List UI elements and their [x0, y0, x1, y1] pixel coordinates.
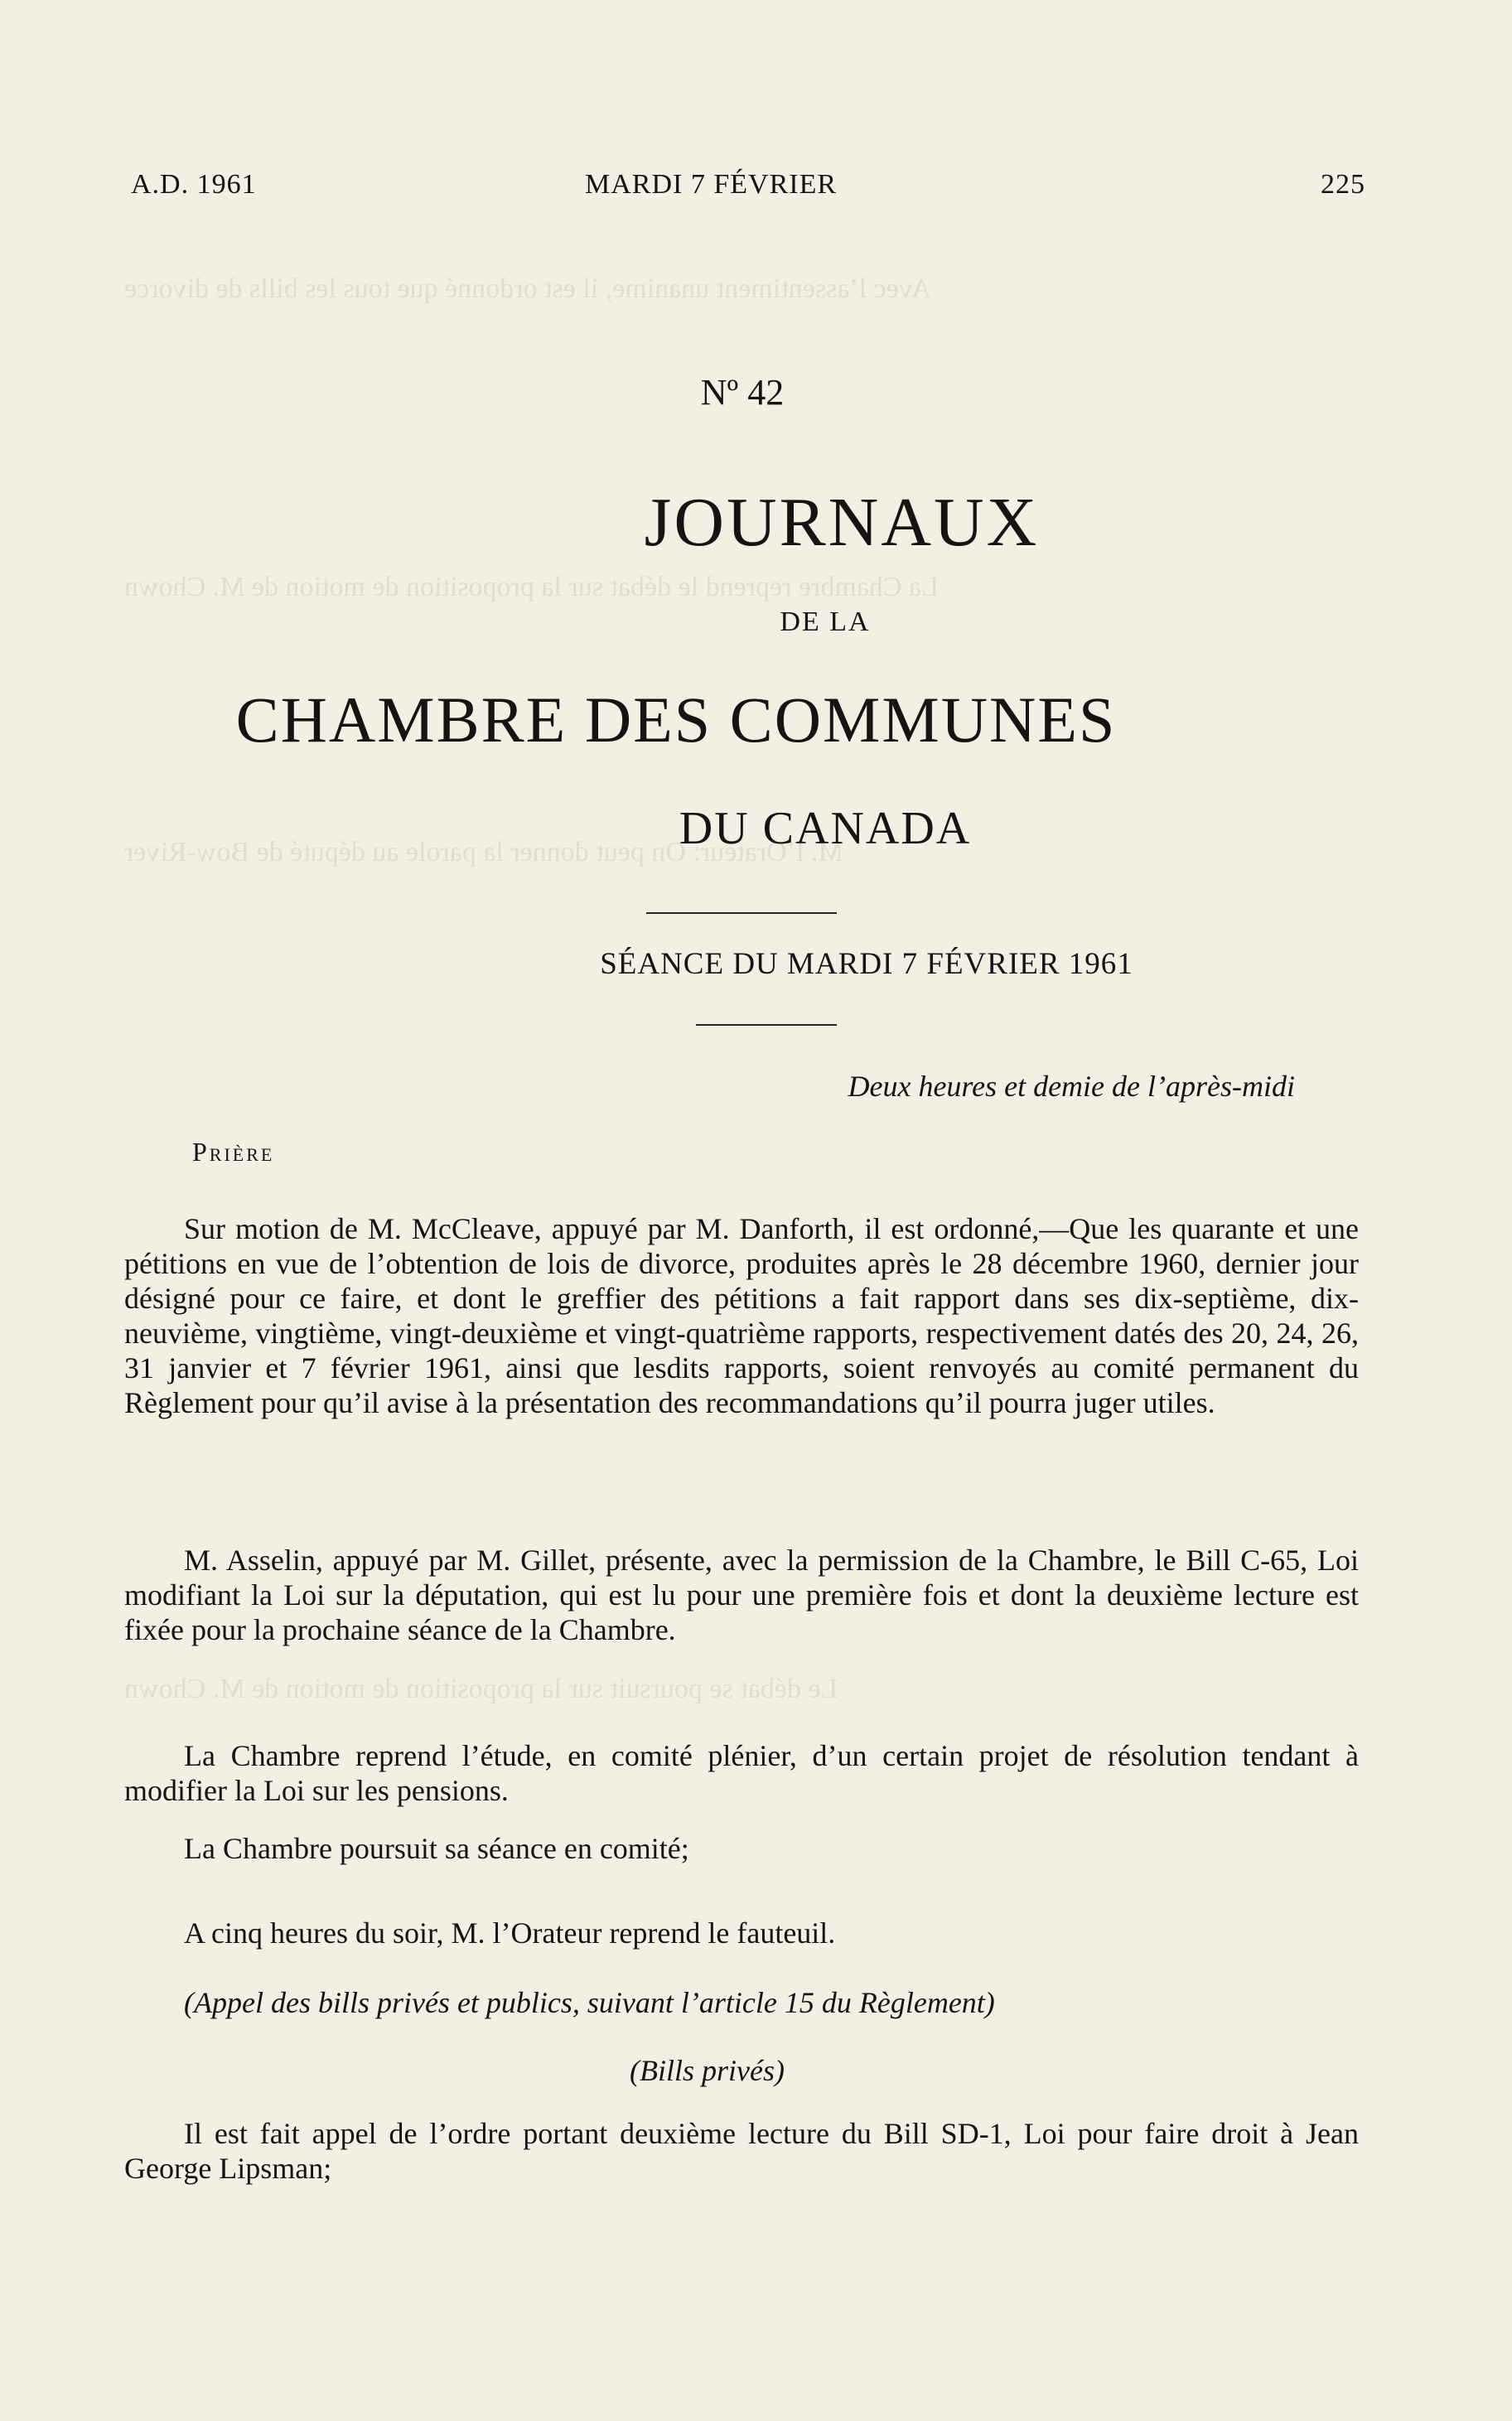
- paragraph-committee-sitting: La Chambre poursuit sa séance en comité;: [184, 1832, 689, 1865]
- show-through-text: La Chambre reprend le débat sur la proposition de motion de M. Chown: [124, 572, 939, 602]
- show-through-text: Le débat se poursuit sur la proposition de motion de M. Chown: [124, 1674, 838, 1704]
- header-date: MARDI 7 FÉVRIER: [585, 169, 838, 200]
- page-number: 225: [1321, 169, 1365, 200]
- divider-rule: [646, 912, 837, 914]
- running-header: [124, 169, 1365, 210]
- show-through-text: Avec l’assentiment unanime, il est ordonné que tous les bills de divorce: [124, 273, 931, 304]
- paragraph-bill-sd1: Il est fait appel de l’ordre portant deuxième lecture du Bill SD-1, Loi pour faire droit à Jean George Lipsman;: [124, 2117, 1359, 2185]
- country-title: DU CANADA: [679, 803, 972, 854]
- issue-number: Nº 42: [700, 372, 785, 413]
- session-title: SÉANCE DU MARDI 7 FÉVRIER 1961: [600, 947, 1133, 981]
- journal-title: JOURNAUX: [644, 484, 1040, 561]
- paragraph-pensions-resolution: La Chambre reprend l’étude, en comité plénier, d’un certain projet de résolution tendant à modifier la Loi sur les pensions.: [124, 1739, 1359, 1807]
- paragraph-bill-c65: M. Asselin, appuyé par M. Gillet, présente, avec la permission de la Chambre, le Bill C-65, Loi modifiant la Loi sur la députation, qui est lu pour une première fois et dont la deuxième lecture est fixée pour la prochaine séance de la Chambre.: [124, 1544, 1359, 1646]
- prayers-heading: Prière: [192, 1137, 275, 1167]
- divider-rule: [696, 1024, 837, 1026]
- header-year: A.D. 1961: [131, 169, 257, 200]
- section-heading-private-bills: (Bills privés): [630, 2054, 785, 2087]
- title-connector: DE LA: [780, 606, 871, 637]
- paragraph-divorce-petitions: Sur motion de M. McCleave, appuyé par M. Danforth, il est ordonné,—Que les quarante et une pétitions en vue de l’obtention de lois de divorce, produites après le 28 décembre 1960, dernier jour désigné pour ce faire, et dont le greffier des pétitions a fait rapport dans ses dix-septième, dix-neuvième, vingtième, vingt-deuxième et vingt-quatrième rapports, respectivement datés des 20, 24, 26, 31 janvier et 7 février 1961, ainsi que lesdits rapports, soient renvoyés au comité permanent du Règlement pour qu’il avise à la présentation des recommandations qu’il pourra juger utiles.: [124, 1212, 1359, 1419]
- sitting-time: Deux heures et demie de l’après-midi: [848, 1070, 1295, 1103]
- paragraph-speaker-resumes: A cinq heures du soir, M. l’Orateur reprend le fauteuil.: [184, 1916, 836, 1950]
- show-through-text: M. l’Orateur: On peut donner la parole au député de Bow-River: [124, 837, 843, 867]
- section-heading-call-of-bills: (Appel des bills privés et publics, suivant l’article 15 du Règlement): [184, 1986, 995, 2019]
- chamber-title: CHAMBRE DES COMMUNES: [235, 684, 1117, 756]
